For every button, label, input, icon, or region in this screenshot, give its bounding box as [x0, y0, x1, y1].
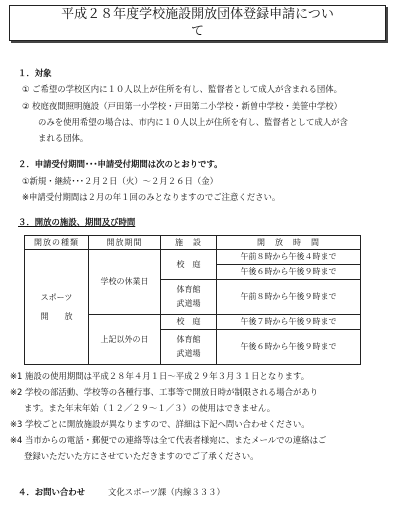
hours-r3: 午前８時から午後９時まで	[217, 280, 361, 315]
facility-kotei-1: 校 庭	[161, 250, 217, 280]
section-2-line-2: ※申請受付期間は２月の年１回のみとなりますのでご注意ください。	[22, 192, 281, 202]
contact-info: 文化スポーツ課（内線３３３）	[108, 487, 225, 497]
section-2-heading: ２．申請受付期間･･･申請受付期間は次のとおりです。	[18, 159, 223, 169]
facility-kotei-2: 校 庭	[161, 315, 217, 330]
hours-r5: 午後６時から午後９時まで	[217, 330, 361, 365]
schedule-table	[24, 235, 361, 365]
period-holiday: 学校の休業日	[89, 250, 161, 315]
facility-gym-dojo-2	[161, 330, 217, 365]
note-2-line-1: ※2 学校の部活動、学校等の各種行事、工事等で開放日時が制限される場合があり	[10, 387, 319, 397]
facility-dojo-1: 武道場	[176, 299, 201, 309]
facility-gym-dojo-1	[161, 280, 217, 315]
section-1-item-2-line-2: のみを使用希望の場合は、市内に１０人以上が住所を有し、監督者として成人が含	[38, 117, 348, 127]
header-type: 開放の種類	[25, 236, 89, 250]
section-1-heading: １．対象	[18, 68, 52, 78]
section-1-item-2-line-3: まれる団体。	[38, 133, 89, 143]
document-title	[9, 5, 386, 41]
section-2-line-1: ①新規・継続･･･２月２日（火）～２月２６日（金）	[22, 176, 218, 186]
section-1-item-2-line-1: ② 校庭夜間照明施設（戸田第一小学校・戸田第二小学校・新曽中学校・美笹中学校）	[22, 101, 343, 111]
header-facility: 施 設	[161, 236, 217, 250]
open-type-cell	[25, 250, 89, 365]
note-2-line-2: ます。また年末年始（１２／２９～１／３）の使用はできません。	[24, 403, 276, 413]
section-3-heading: ３．開放の施設、期間及び時間	[18, 217, 136, 227]
hours-r4: 午後７時から午後９時まで	[217, 315, 361, 330]
note-3: ※3 学校ごとに開放施設が異なりますので、詳細は下記へ問い合わせください。	[10, 419, 310, 429]
facility-dojo-2: 武道場	[176, 349, 201, 359]
hours-r1: 午前８時から午後４時まで	[217, 250, 361, 265]
section-4-heading: ４．お問い合わせ	[18, 487, 85, 497]
period-other: 上記以外の日	[89, 315, 161, 365]
facility-gym-1: 体育館	[176, 285, 201, 295]
header-period: 開放期間	[89, 236, 161, 250]
title-line-1: 平成２８年度学校施設開放団体登録申請につい	[61, 7, 334, 22]
open-type-line-1: スポーツ	[40, 292, 73, 302]
section-1-item-1: ① ご希望の学校区内に１０人以上が住所を有し、監督者として成人が含まれる団体。	[22, 84, 343, 94]
facility-gym-2: 体育館	[176, 335, 201, 345]
note-1: ※1 施設の使用期間は平成２８年４月１日～平成２９年３月３１日となります。	[10, 371, 310, 381]
note-4-line-1: ※4 当市からの電話・郵便での連絡等は全て代表者様宛に、またメールでの連絡はご	[10, 435, 327, 445]
hours-r2: 午後６時から午後９時まで	[217, 265, 361, 280]
title-line-2: て	[190, 24, 204, 39]
header-hours: 開 放 時 間	[217, 236, 361, 250]
open-type-line-2: 開 放	[40, 311, 73, 321]
note-4-line-2: 登録いただいた方にさせていただきますのでご了承ください。	[24, 451, 259, 461]
